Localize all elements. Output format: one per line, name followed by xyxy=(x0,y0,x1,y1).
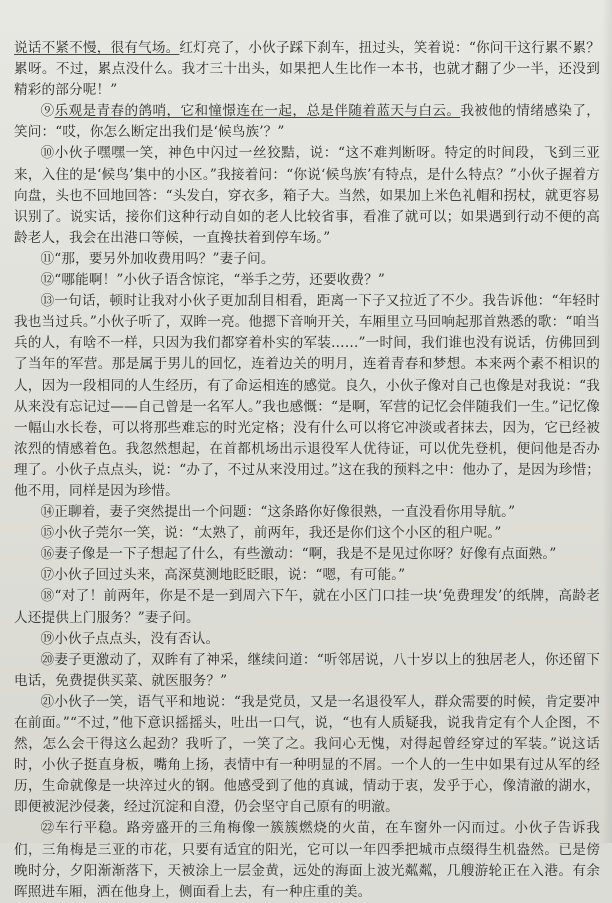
paragraph xyxy=(14,544,600,565)
paragraph-text: ⑯妻子像是一下子想起了什么，有些激动：“啊，我是不是见过你呀？好像有点面熟。” xyxy=(40,546,557,563)
paragraph xyxy=(14,270,600,291)
paragraph-text: ⑳妻子更激动了，双眸有了神采，继续问道：“听邻居说，八十岁以上的独居老人，你还留下电话，免费提供买菜、就医服务？” xyxy=(14,651,600,689)
paragraph xyxy=(14,818,600,902)
underlined-sentence: 乐观是青春的鸽哨，它和憧憬连在一起，总是伴随着蓝天与白云。 xyxy=(54,103,461,120)
paragraph-text: ⑱“对了！前两年，你是不是一到周六下午，就在小区门口挂一块‘免费理发’的纸牌，高龄老人还提供上门服务？”妻子问。 xyxy=(14,588,600,626)
paragraph xyxy=(14,38,600,101)
paragraph xyxy=(14,629,600,650)
paragraph xyxy=(14,565,600,586)
paragraph-text: 红灯亮了，小伙子踩下刹车，扭过头，笑着说：“你问干这行累不累？累呀。不过，累点没什么。我才三十出头，如果把人生比作一本书，也就才翻了少一半，还没到精彩的部分呢！” xyxy=(14,40,600,99)
paragraph-text: ⑨ xyxy=(40,103,55,120)
paragraph xyxy=(14,291,600,502)
paragraph-text: ㉑小伙子一笑，语气平和地说：“我是党员，又是一名退役军人，群众需要的时候，肯定要冲在前面。”“不过，”他下意识摇摇头，吐出一口气，说，“也有人质疑我，说我肯定有个人企图，不然，怎么会干得这么起劲？我听了，一笑了之。我问心无愧，对得起曾经穿过的军装。”说这话时，小伙子挺直身板，嘴角上扬，表情中有一种明显的不屑。一个人的一生中如果有过从军的经历，生命就像是一块淬过火的钢。他感受到了他的真诚，情动于衷，发乎于心，像清澈的湖水，即便被泥沙侵袭，经过沉淀和自澄，仍会坚守自己原有的明澈。 xyxy=(14,693,600,816)
paragraph xyxy=(14,101,600,143)
paragraph-text: ⑰小伙子回过头来，高深莫测地眨眨眼，说：“嗯，有可能。” xyxy=(40,567,406,584)
paragraph xyxy=(14,650,600,692)
paragraph-text: ⑪“那，要另外加收费用吗？”妻子问。 xyxy=(40,250,275,267)
paragraph xyxy=(14,249,600,270)
paragraph-text: ⑲小伙子点点头，没有否认。 xyxy=(40,630,220,647)
paragraph-text: ⑮小伙子莞尔一笑，说：“太熟了，前两年，我还是你们这个小区的租户呢。” xyxy=(40,525,502,542)
paragraph-text: ⑩小伙子嘿嘿一笑，神色中闪过一丝狡黠，说：“这不难判断呀。特定的时间段，飞到三亚来，入住的是‘候鸟’集中的小区。”我接着问：“你说‘候鸟族’有特点，是什么特点？”小伙子握着方向盘，头也不回地回答：“头发白，穿衣多，箱子大。当然，如果加上米色礼帽和拐杖，就更容易识别了。说实话，接你们这种行动自如的老人比较省事，看准了就可以；如果遇到行动不便的高龄老人，我会在出港口等候，一直搀扶着到停车场。” xyxy=(14,145,600,246)
underlined-sentence: 说话不紧不慢，很有气场。 xyxy=(14,40,180,56)
paragraph xyxy=(14,523,600,544)
paragraph xyxy=(14,143,600,248)
paragraph xyxy=(14,586,600,628)
page-edge-shadow xyxy=(602,0,612,843)
paragraph xyxy=(14,502,600,523)
paragraph-text: ⑬一句话，顿时让我对小伙子更加刮目相看，距离一下子又拉近了不少。我告诉他：“年轻时我也当过兵。”小伙子听了，双眸一亮。他摁下音响开关，车厢里立马回响起那首熟悉的歌：“咱当兵的人，有啥不一样，只因为我们都穿着朴实的军装……”一时间，我们谁也没有说话，仿佛回到了当年的军营。那是属于男儿的回忆，连着边关的明月，连着青春和梦想。本来两个素不相识的人，因为一段相同的人生经历，有了命运相连的感觉。良久，小伙子像对自己也像是对我说：“我从来没有忘记过——自己曾是一名军人。”我也感慨：“是啊，军营的记忆会伴随我们一生。”记忆像一幅山水长卷，可以将那些难忘的时光定格；没有什么可以将它冲淡或者抹去，因为，它已经被浓烈的情感着色。我忽然想起，在首都机场出示退役军人优待证，可以优先登机，便问他是否办理了。小伙子点点头，说：“办了，不过从来没用过。”这在我的预料之中：他办了，是因为珍惜；他不用，同样是因为珍惜。 xyxy=(14,293,600,499)
article-body xyxy=(14,38,600,903)
paragraph-text: ㉒车行平稳。路旁盛开的三角梅像一簇簇燃烧的火苗，在车窗外一闪而过。小伙子告诉我们，三角梅是三亚的市花，只要有适宜的阳光，它可以一年四季把城市点缀得生机盎然。已是傍晚时分，夕阳渐渐落下，天被涂上一层金黄，远处的海面上波光粼粼，几艘游轮正在入港。有余晖照进车厢，洒在他身上，侧面看上去，有一种庄重的美。 xyxy=(14,820,600,900)
paragraph xyxy=(14,692,600,819)
paragraph-text: 我被他的情绪感染了，笑问：“哎，你怎么断定出我们是‘候鸟族’？” xyxy=(14,103,600,141)
paragraph-text: ⑫“哪能啊！”小伙子语含惊诧，“举手之劳，还要收费？” xyxy=(40,272,386,289)
paragraph-text: ⑭正聊着，妻子突然提出一个问题：“这条路你好像很熟，一直没看你用导航。” xyxy=(40,504,516,521)
